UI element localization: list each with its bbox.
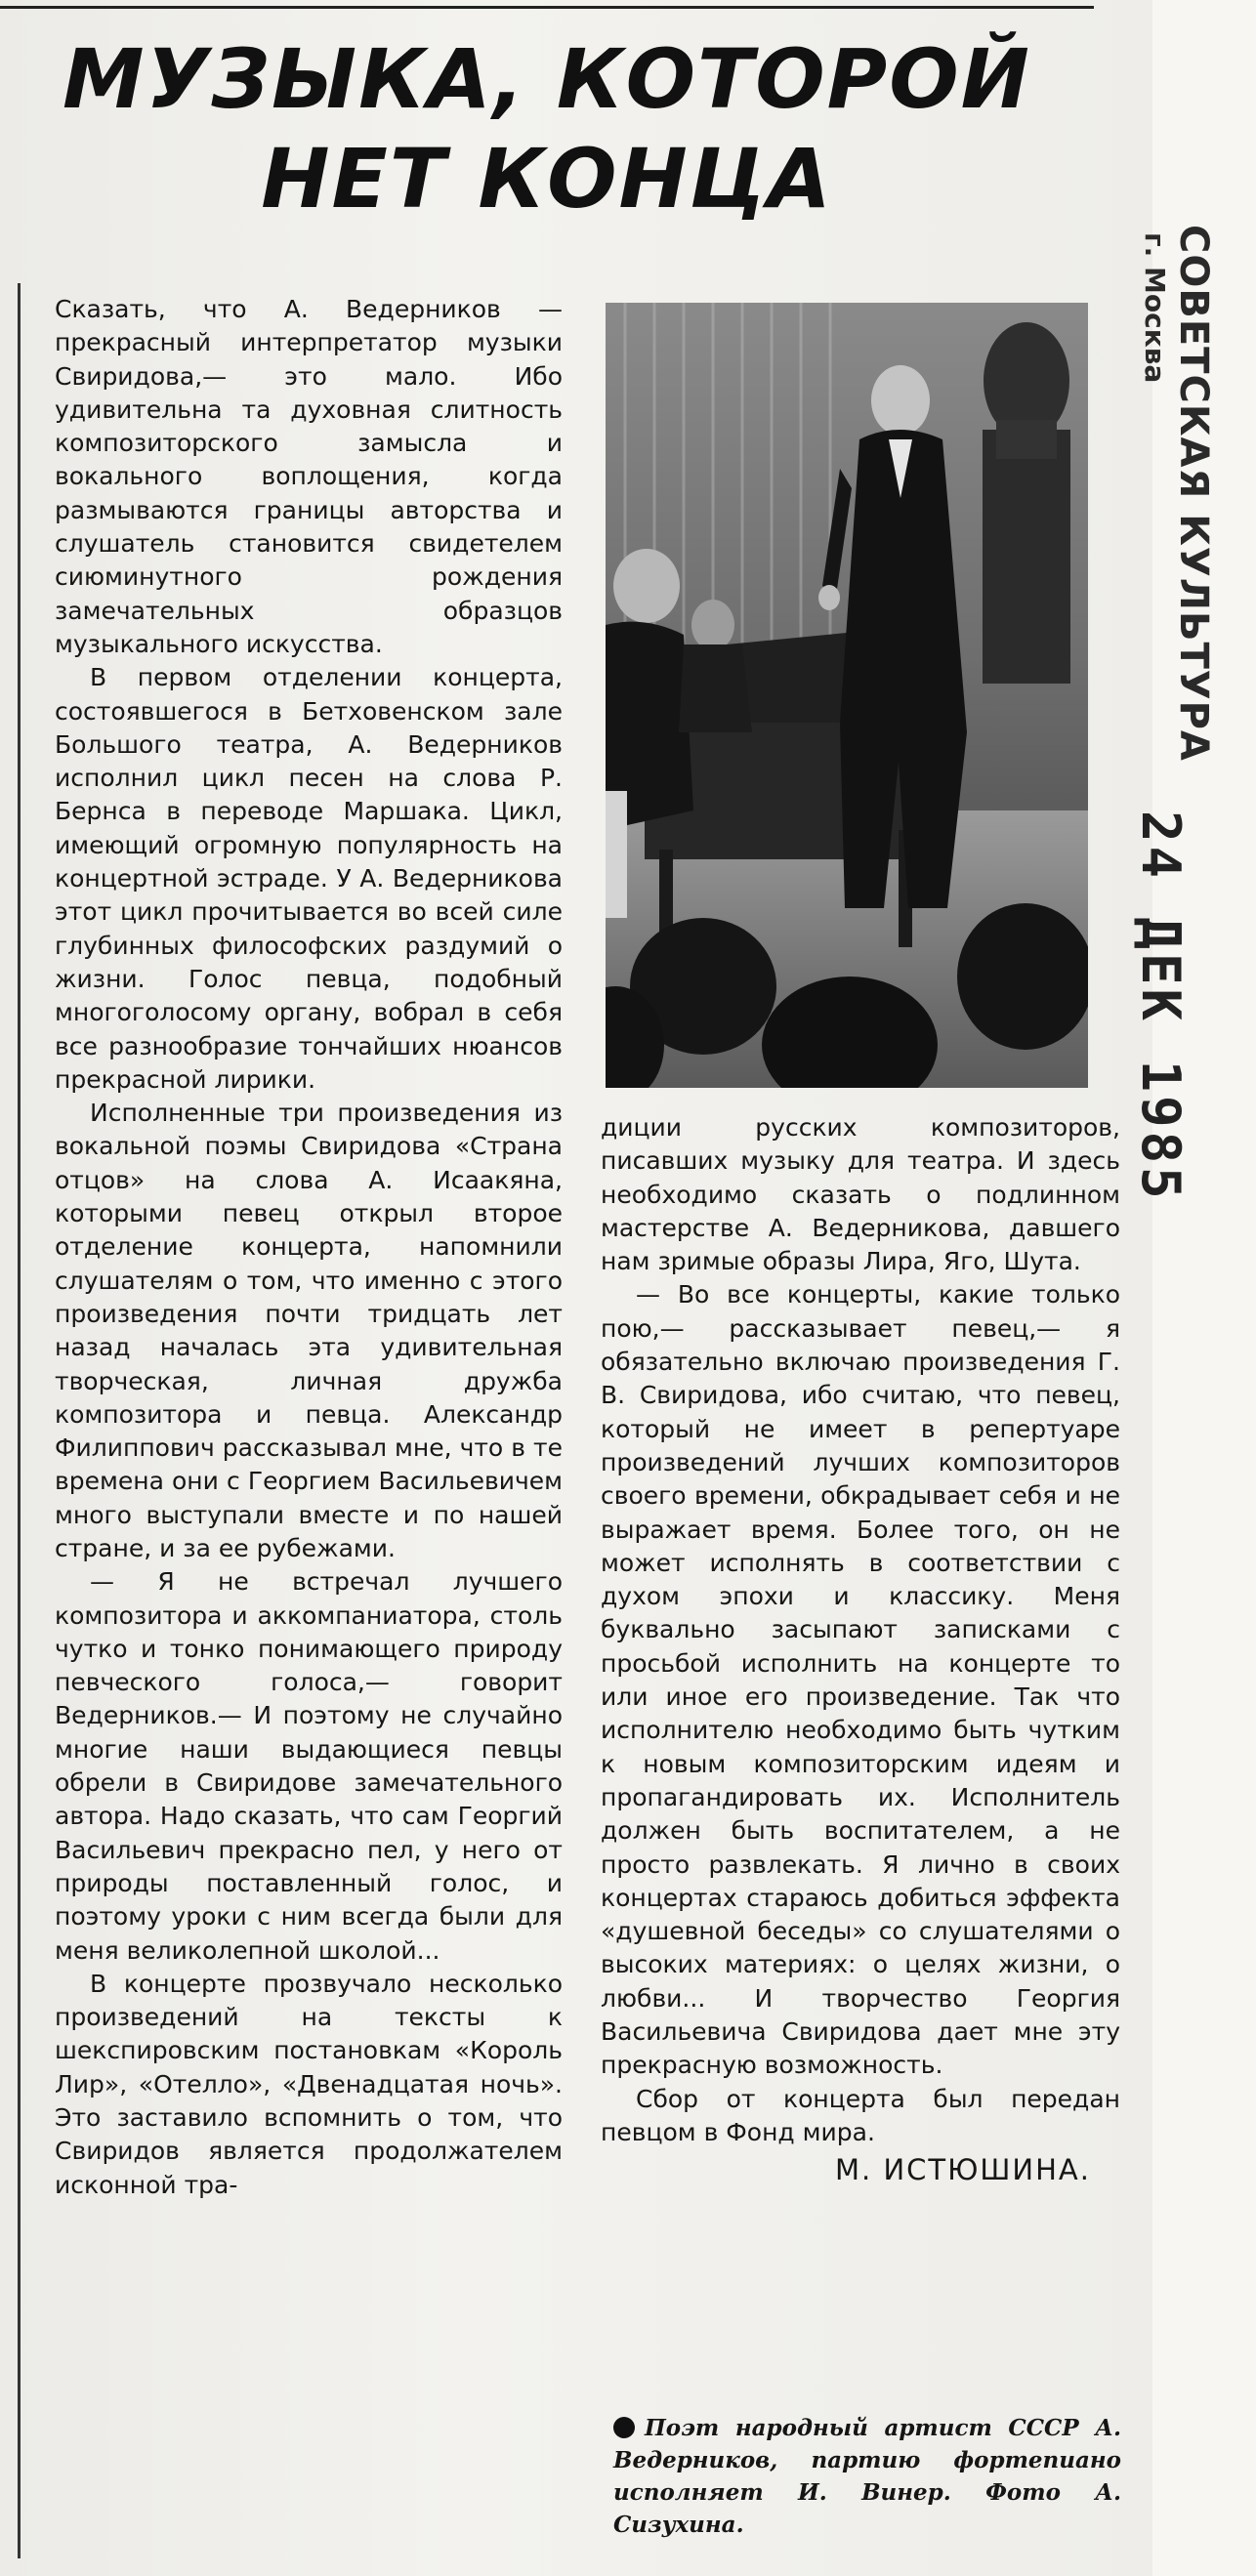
photo-caption [613,2412,1121,2541]
concert-photo-image [606,303,1088,1088]
article-paragraph: — Во все концерты, какие только пою,— рассказывает певец,— я обязательно включаю произведения Г. В. Свиридова, ибо считаю, что певец, который не имеет в репертуаре произведений лучших композиторов своего времени, обкрадывает себя и не выражает время. Более того, он не может исполнять в соответствии с духом эпохи и классику. Меня буквально засыпают записками с просьбой исполнить на концерте то или иное его произведение. Так что исполнителю необходимо быть чутким к новым композиторским идеям и пропагандировать их. Исполнитель должен быть воспитателем, а не просто развлекать. Я лично в своих концертах стараюсь добиться эффекта «душевной беседы» со слушателями о высоких материях: о целях жизни, о любви... И творчество Георгия Васильевича Свиридова дает мне эту прекрасную возможность. [601,1280,1120,2080]
article-paragraph: — Я не встречал лучшего композитора и аккомпаниатора, столь чутко и тонко понимающего природу певческого голоса,— говорит Ведерников.— И поэтому не случайно многие наши выдающиеся певцы обрели в Свиридове замечательного автора. Надо сказать, что сам Георгий Васильевич прекрасно пел, у него от природы поставленный голос, и поэтому уроки с ним всегда были для меня великолепной школой... [55,1567,563,1965]
article-paragraph: В концерте прозвучало несколько произведений на тексты к шекспировским постановкам «Король Лир», «Отелло», «Двенадцатая ночь». Это заставило вспомнить о том, что Свиридов является продолжателем исконной тра- [55,1969,563,2199]
article-paragraph: Сбор от концерта был передан певцом в Фонд мира. [601,2084,1120,2146]
photo-caption-text: Поэт народный артист СССР А. Ведерников, партию фортепиано исполняет И. Винер. Фото А. Сизухина. [613,2415,1121,2538]
date-stamp: 24 ДЕК 1985 [1130,810,1192,1203]
article-paragraph: Исполненные три произведения из вокальной поэмы Свиридова «Страна отцов» на слова А. Исаакяна, которыми певец открыл второе отделение концерта, напомнили слушателям о том, что именно с этого произведения почти тридцать лет назад началась эта удивительная творческая, личная дружба композитора и певца. Александр Филиппович рассказывал мне, что в те времена они с Георгием Васильевичем много выступали вместе и по нашей стране, и за ее рубежами. [55,1099,563,1562]
article-paragraph: диции русских композиторов, писавших музыку для театра. И здесь необходимо сказать о подлинном мастерстве А. Ведерникова, давшего нам зримые образы Лира, Яго, Шута. [601,1113,1120,1276]
article-column-right [601,1111,1120,2187]
headline: МУЗЫКА, КОТОРОЙ НЕТ КОНЦА [63,31,1031,227]
article-paragraph: Сказать, что А. Ведерников — прекрасный интерпретатор музыки Свиридова,— это мало. Ибо удивительна та духовная слитность композиторского замысла и вокального воплощения, когда размываются границы авторства и слушатель становится свидетелем сиюминутного рождения замечательных образцов музыкального искусства. [55,295,563,658]
top-rule [0,6,1094,9]
article-paragraph: В первом отделении концерта, состоявшегося в Бетховенском зале Большого театра, А. Ведерников исполнил цикл песен на слова Р. Бернса в переводе Маршака. Цикл, имеющий огромную популярность на концертной эстраде. У А. Ведерникова этот цикл прочитывается во всей силе глубинных философских раздумий о жизни. Голос певца, подобный многоголосому органу, вобрал в себя все разнообразие тончайших нюансов прекрасной лирики. [55,663,563,1094]
concert-photo [606,303,1088,1088]
author-byline: М. ИСТЮШИНА. [835,2153,1091,2187]
newspaper-stamp [1139,225,1216,762]
left-rule [18,283,21,2558]
newspaper-city: г. Москва [1139,232,1171,384]
article-column-left [55,293,563,2202]
newspaper-name: СОВЕТСКАЯ КУЛЬТУРА [1171,225,1216,762]
bullet-icon [613,2417,635,2438]
